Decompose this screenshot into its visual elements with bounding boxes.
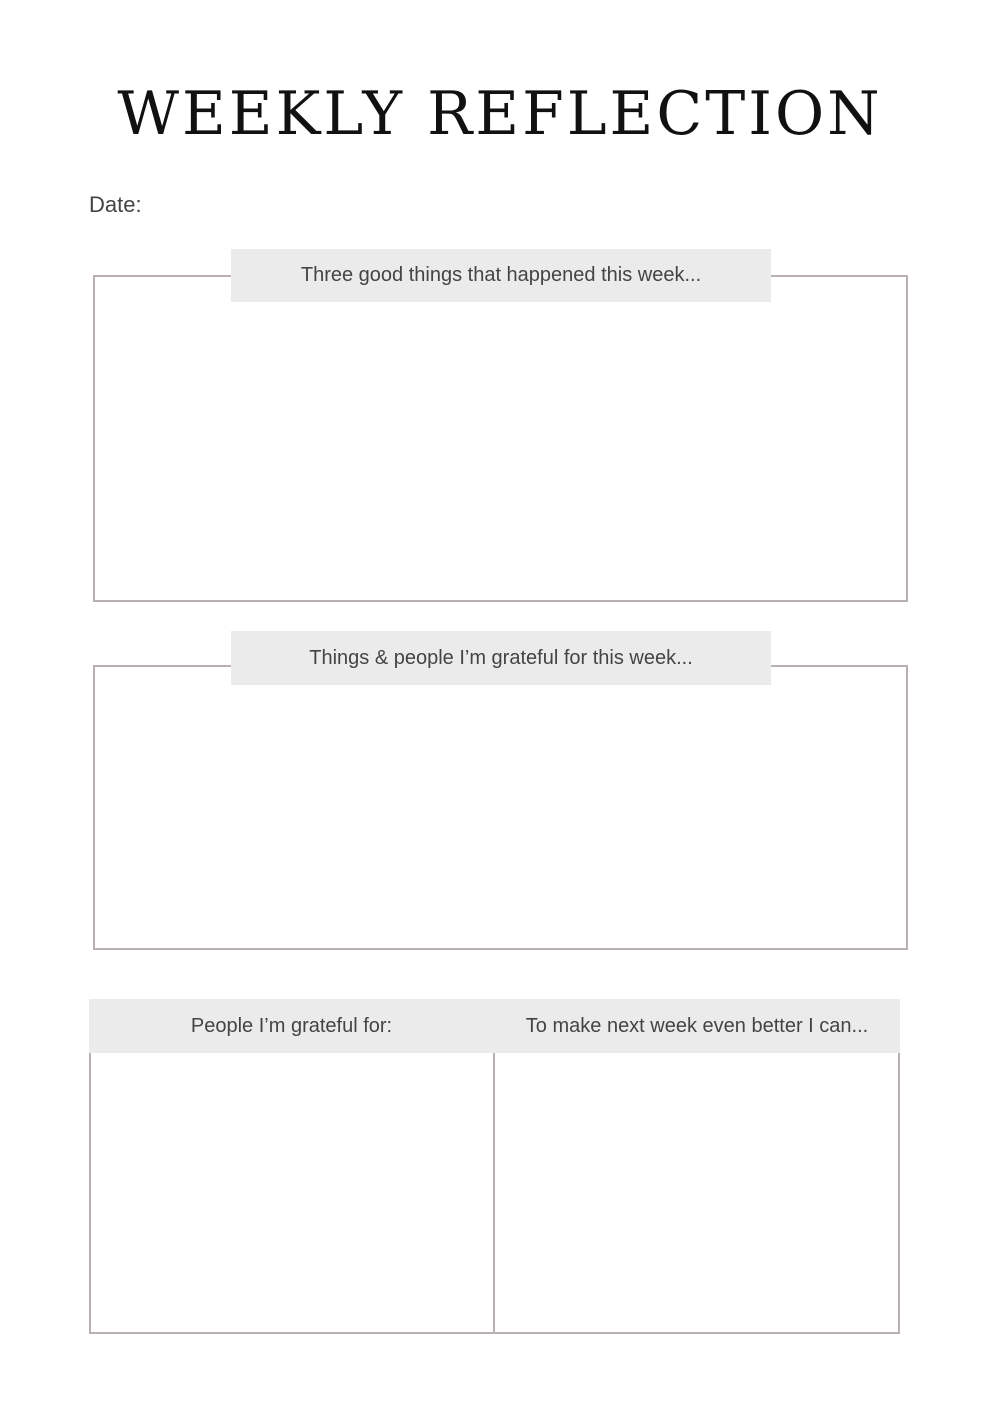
column-divider [493,1053,495,1334]
grateful-label: Things & people I’m grateful for this week... [231,631,771,685]
good-things-label: Three good things that happened this week... [231,249,771,302]
date-label: Date: [89,192,142,217]
people-grateful-label: People I’m grateful for: [190,1014,393,1037]
next-week-label: To make next week even better I can... [525,1014,869,1037]
good-things-writing-area[interactable] [93,275,908,602]
grateful-writing-area[interactable] [93,665,908,950]
page-title: WEEKLY REFLECTION [117,79,883,149]
